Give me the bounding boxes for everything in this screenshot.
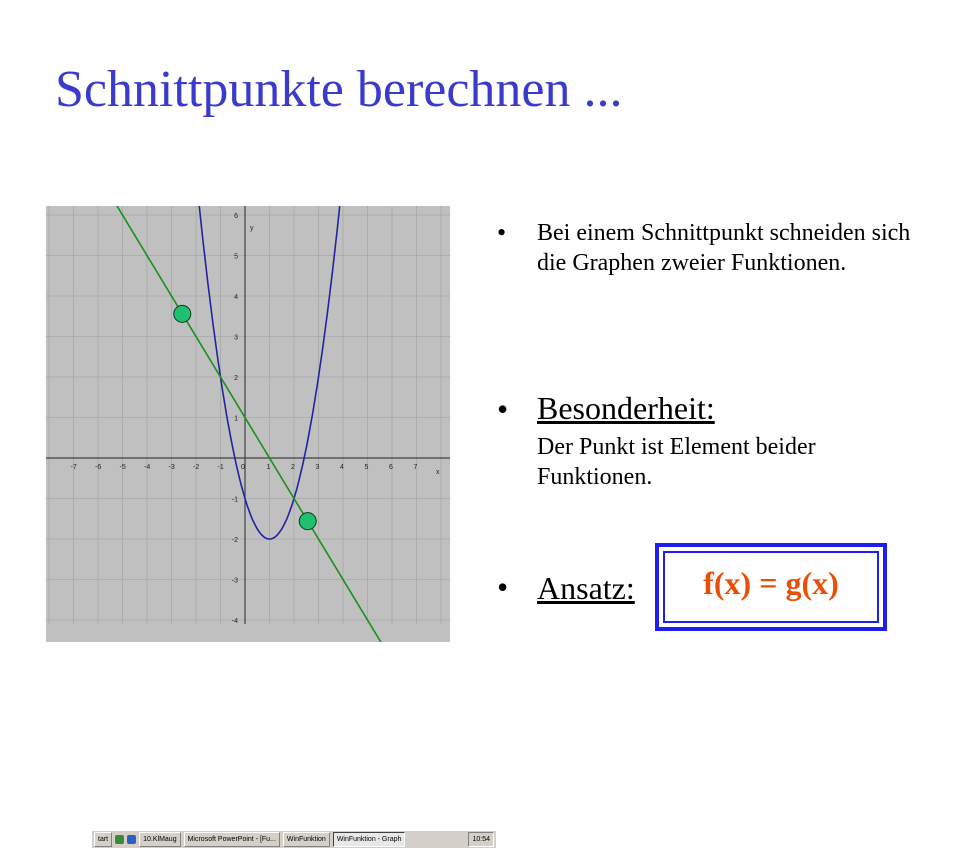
- x-tick-label: -4: [144, 464, 151, 471]
- x-tick-label: 4: [340, 464, 344, 471]
- x-tick-label: -7: [70, 464, 77, 471]
- formula-box: [655, 543, 887, 631]
- slide-title: Schnittpunkte berechnen ...: [55, 61, 623, 118]
- y-tick-label: 2: [234, 375, 238, 382]
- taskbar-button-graph[interactable]: WinFunktion - Graph: [333, 832, 406, 847]
- y-tick-label: -2: [231, 537, 238, 544]
- y-tick-label: 5: [234, 253, 238, 261]
- y-tick-label: -1: [231, 496, 238, 504]
- bullet-heading: Besonderheit:: [537, 390, 715, 426]
- bullet-heading: Ansatz:: [537, 570, 635, 606]
- ie-icon[interactable]: [127, 835, 136, 844]
- y-tick-label: -4: [231, 618, 238, 625]
- taskbar-clock: 10:54: [468, 832, 494, 847]
- taskbar-button-powerpoint[interactable]: Microsoft PowerPoint - [Fu...: [184, 832, 280, 847]
- bullet-text: Der Punkt ist Element beider Funktionen.: [537, 434, 816, 490]
- x-tick-label: -1: [217, 464, 224, 471]
- taskbar-button-winfunktion[interactable]: WinFunktion: [283, 832, 330, 847]
- x-tick-label: 1: [266, 464, 271, 471]
- x-tick-label: 0: [241, 464, 245, 471]
- bullet-marker: •: [497, 218, 507, 247]
- intersection-point: [299, 513, 316, 530]
- x-tick-label: -5: [119, 464, 126, 471]
- y-tick-label: 1: [234, 415, 238, 423]
- windows-taskbar: [92, 830, 496, 848]
- quicklaunch-icon[interactable]: [115, 835, 124, 844]
- x-tick-label: -3: [168, 464, 175, 471]
- plot-background: [46, 206, 450, 624]
- x-tick-label: 5: [364, 464, 369, 471]
- x-axis-label: x: [436, 469, 440, 476]
- y-axis-label: y: [250, 225, 254, 232]
- formula-text: f(x) = g(x): [703, 565, 839, 601]
- bullet-text: Bei einem Schnittpunkt schneiden sich die Graphen zweier Funktionen.: [537, 220, 911, 276]
- taskbar-button-folder[interactable]: 10.KlMaug: [139, 832, 180, 847]
- x-tick-label: -2: [193, 464, 200, 471]
- x-tick-label: 2: [291, 464, 295, 471]
- y-tick-label: -3: [231, 577, 238, 585]
- bullet-marker: •: [497, 391, 509, 427]
- x-tick-label: -6: [95, 464, 102, 471]
- x-tick-label: 7: [413, 464, 418, 471]
- graph-plot: [46, 206, 450, 642]
- y-tick-label: 6: [234, 213, 238, 220]
- x-tick-label: 3: [315, 464, 320, 471]
- y-tick-label: 3: [234, 334, 238, 342]
- intersection-point: [174, 305, 191, 322]
- bullet-marker: •: [497, 569, 509, 605]
- function-graph-screenshot: [46, 206, 490, 843]
- start-button[interactable]: tart: [94, 832, 112, 847]
- x-tick-label: 6: [389, 464, 393, 471]
- y-tick-label: 4: [234, 294, 238, 301]
